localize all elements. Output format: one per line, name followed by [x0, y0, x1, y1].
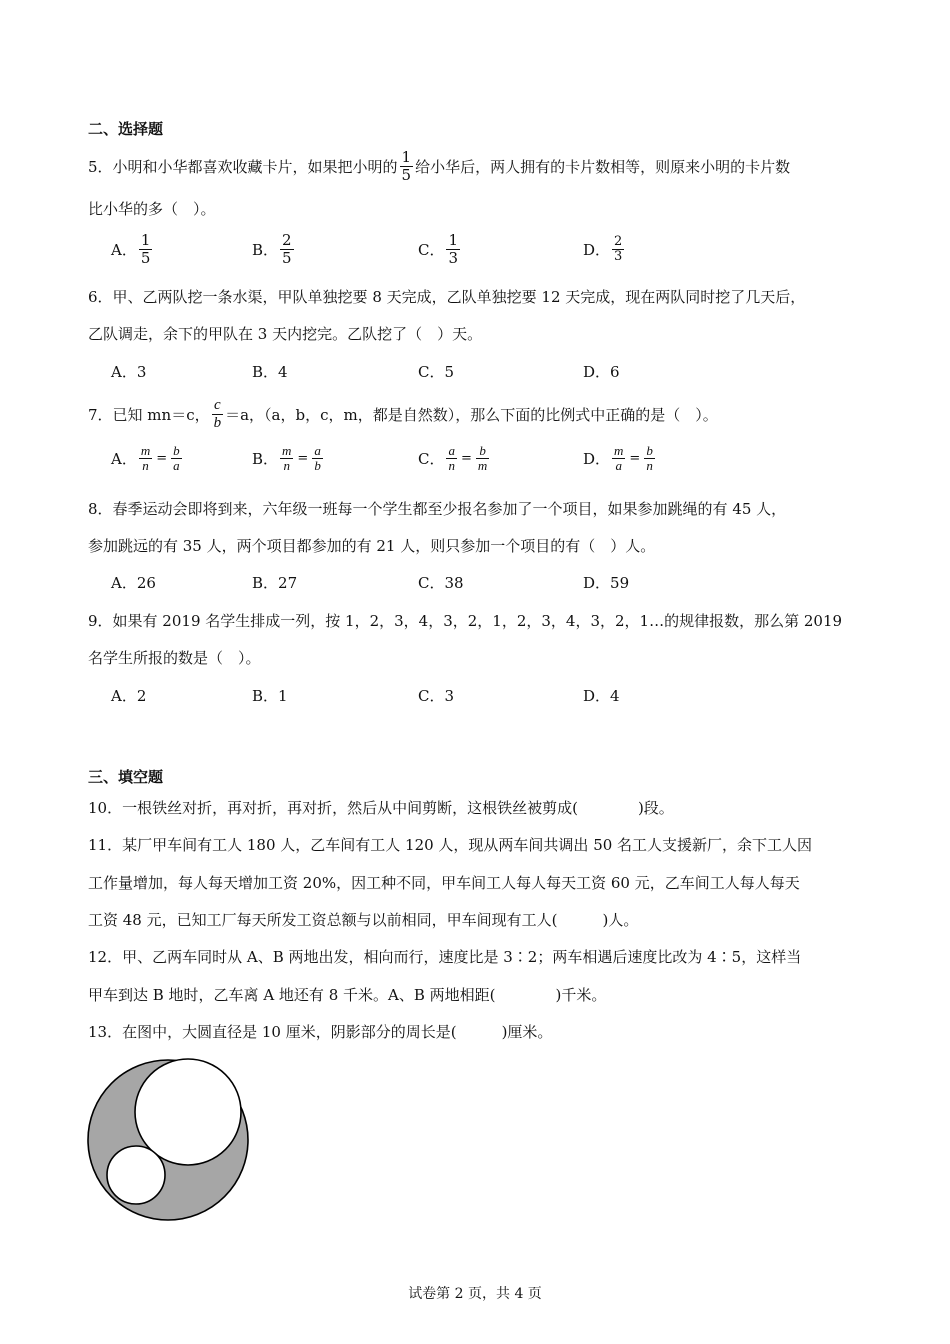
q5-fraction: $\frac{1}{5}$: [401, 148, 412, 184]
q7-option-a[interactable]: A． $\frac{m}{n}$ = $\frac{b}{a}$: [111, 443, 180, 474]
question-11-line-2: 工作量增加，每人每天增加工资 20%，因工种不同，甲车间工人每人每天工资 60 元，乙车间工人每人每天: [88, 874, 800, 892]
question-6-line-1: 6．甲、乙两队挖一条水渠，甲队单独挖要 8 天完成，乙队单独挖要 12 天完成，现在两队同时挖了几天后，: [88, 288, 806, 306]
q5-text-pre: 5．小明和小华都喜欢收藏卡片，如果把小明的: [88, 157, 398, 176]
circles-figure: [84, 1050, 256, 1222]
q8-option-b[interactable]: B．27: [252, 574, 298, 592]
question-9-line-1: 9．如果有 2019 名学生排成一列，按 1，2，3，4，3，2，1，2，3，4，3，2，1…的规律报数，那么第 2019: [88, 612, 843, 630]
q9-option-d[interactable]: D．4: [583, 687, 620, 705]
q7-option-c[interactable]: C． $\frac{a}{n}$ = $\frac{b}{m}$: [418, 443, 488, 474]
q5-option-d[interactable]: D． $\frac{2}{3}$: [583, 234, 623, 265]
question-5-line-1: [88, 146, 790, 186]
question-9-line-2: 名学生所报的数是（ ）。: [88, 649, 261, 667]
question-12-line-1: 12．甲、乙两车同时从 A、B 两地出发，相向而行，速度比是 3∶2；两车相遇后速度比改为 4∶5，这样当: [88, 948, 802, 966]
question-8-line-2: 参加跳远的有 35 人，两个项目都参加的有 21 人，则只参加一个项目的有（ ）人。: [88, 537, 656, 555]
q9-option-b[interactable]: B．1: [252, 687, 288, 705]
q7-option-d[interactable]: D． $\frac{m}{a}$ = $\frac{b}{n}$: [583, 443, 653, 474]
q5-option-a[interactable]: A． $\frac{1}{5}$: [111, 231, 151, 267]
question-11-line-1: 11．某厂甲车间有工人 180 人，乙车间有工人 120 人，现从两车间共调出 50 名工人支援新厂，余下工人因: [88, 836, 813, 854]
q5-option-c[interactable]: C． $\frac{1}{3}$: [418, 231, 459, 267]
question-13: 13．在图中，大圆直径是 10 厘米，阴影部分的周长是( )厘米。: [88, 1023, 553, 1041]
small-circle: [107, 1146, 165, 1204]
medium-circle: [135, 1059, 241, 1165]
q6-option-a[interactable]: A．3: [111, 363, 147, 381]
q7-text-post: ＝a，（a，b，c，m，都是自然数），那么下面的比例式中正确的是（ ）。: [225, 405, 718, 424]
q8-option-d[interactable]: D．59: [583, 574, 630, 592]
question-7-line-1: [88, 392, 718, 436]
question-12-line-2: 甲车到达 B 地时，乙车离 A 地还有 8 千米。A、B 两地相距( )千米。: [88, 986, 607, 1004]
q7-fraction: $\frac{c}{b}$: [213, 397, 222, 431]
q5-text-post: 给小华后，两人拥有的卡片数相等，则原来小明的卡片数: [415, 157, 791, 176]
q7-text-pre: 7．已知 mn＝c，: [88, 405, 210, 424]
section-title-choice: 二、选择题: [88, 120, 164, 138]
question-10: 10．一根铁丝对折，再对折，再对折，然后从中间剪断，这根铁丝被剪成( )段。: [88, 799, 674, 817]
page-footer: 试卷第 2 页，共 4 页: [408, 1286, 542, 1302]
section-title-fill-in: 三、填空题: [88, 768, 164, 786]
q6-option-d[interactable]: D．6: [583, 363, 620, 381]
q5-option-b[interactable]: B． $\frac{2}{5}$: [252, 231, 292, 267]
q9-option-a[interactable]: A．2: [111, 687, 147, 705]
question-6-line-2: 乙队调走，余下的甲队在 3 天内挖完。乙队挖了（ ）天。: [88, 325, 483, 343]
q7-option-b[interactable]: B． $\frac{m}{n}$ = $\frac{a}{b}$: [252, 443, 321, 474]
q8-option-c[interactable]: C．38: [418, 574, 464, 592]
question-5-line-2: 比小华的多（ ）。: [88, 200, 216, 218]
question-8-line-1: 8．春季运动会即将到来，六年级一班每一个学生都至少报名参加了一个项目，如果参加跳绳的有 45 人，: [88, 500, 787, 518]
q6-option-c[interactable]: C．5: [418, 363, 455, 381]
question-11-line-3: 工资 48 元，已知工厂每天所发工资总额与以前相同，甲车间现有工人( )人。: [88, 911, 639, 929]
q9-option-c[interactable]: C．3: [418, 687, 455, 705]
q8-option-a[interactable]: A．26: [111, 574, 156, 592]
q6-option-b[interactable]: B．4: [252, 363, 288, 381]
